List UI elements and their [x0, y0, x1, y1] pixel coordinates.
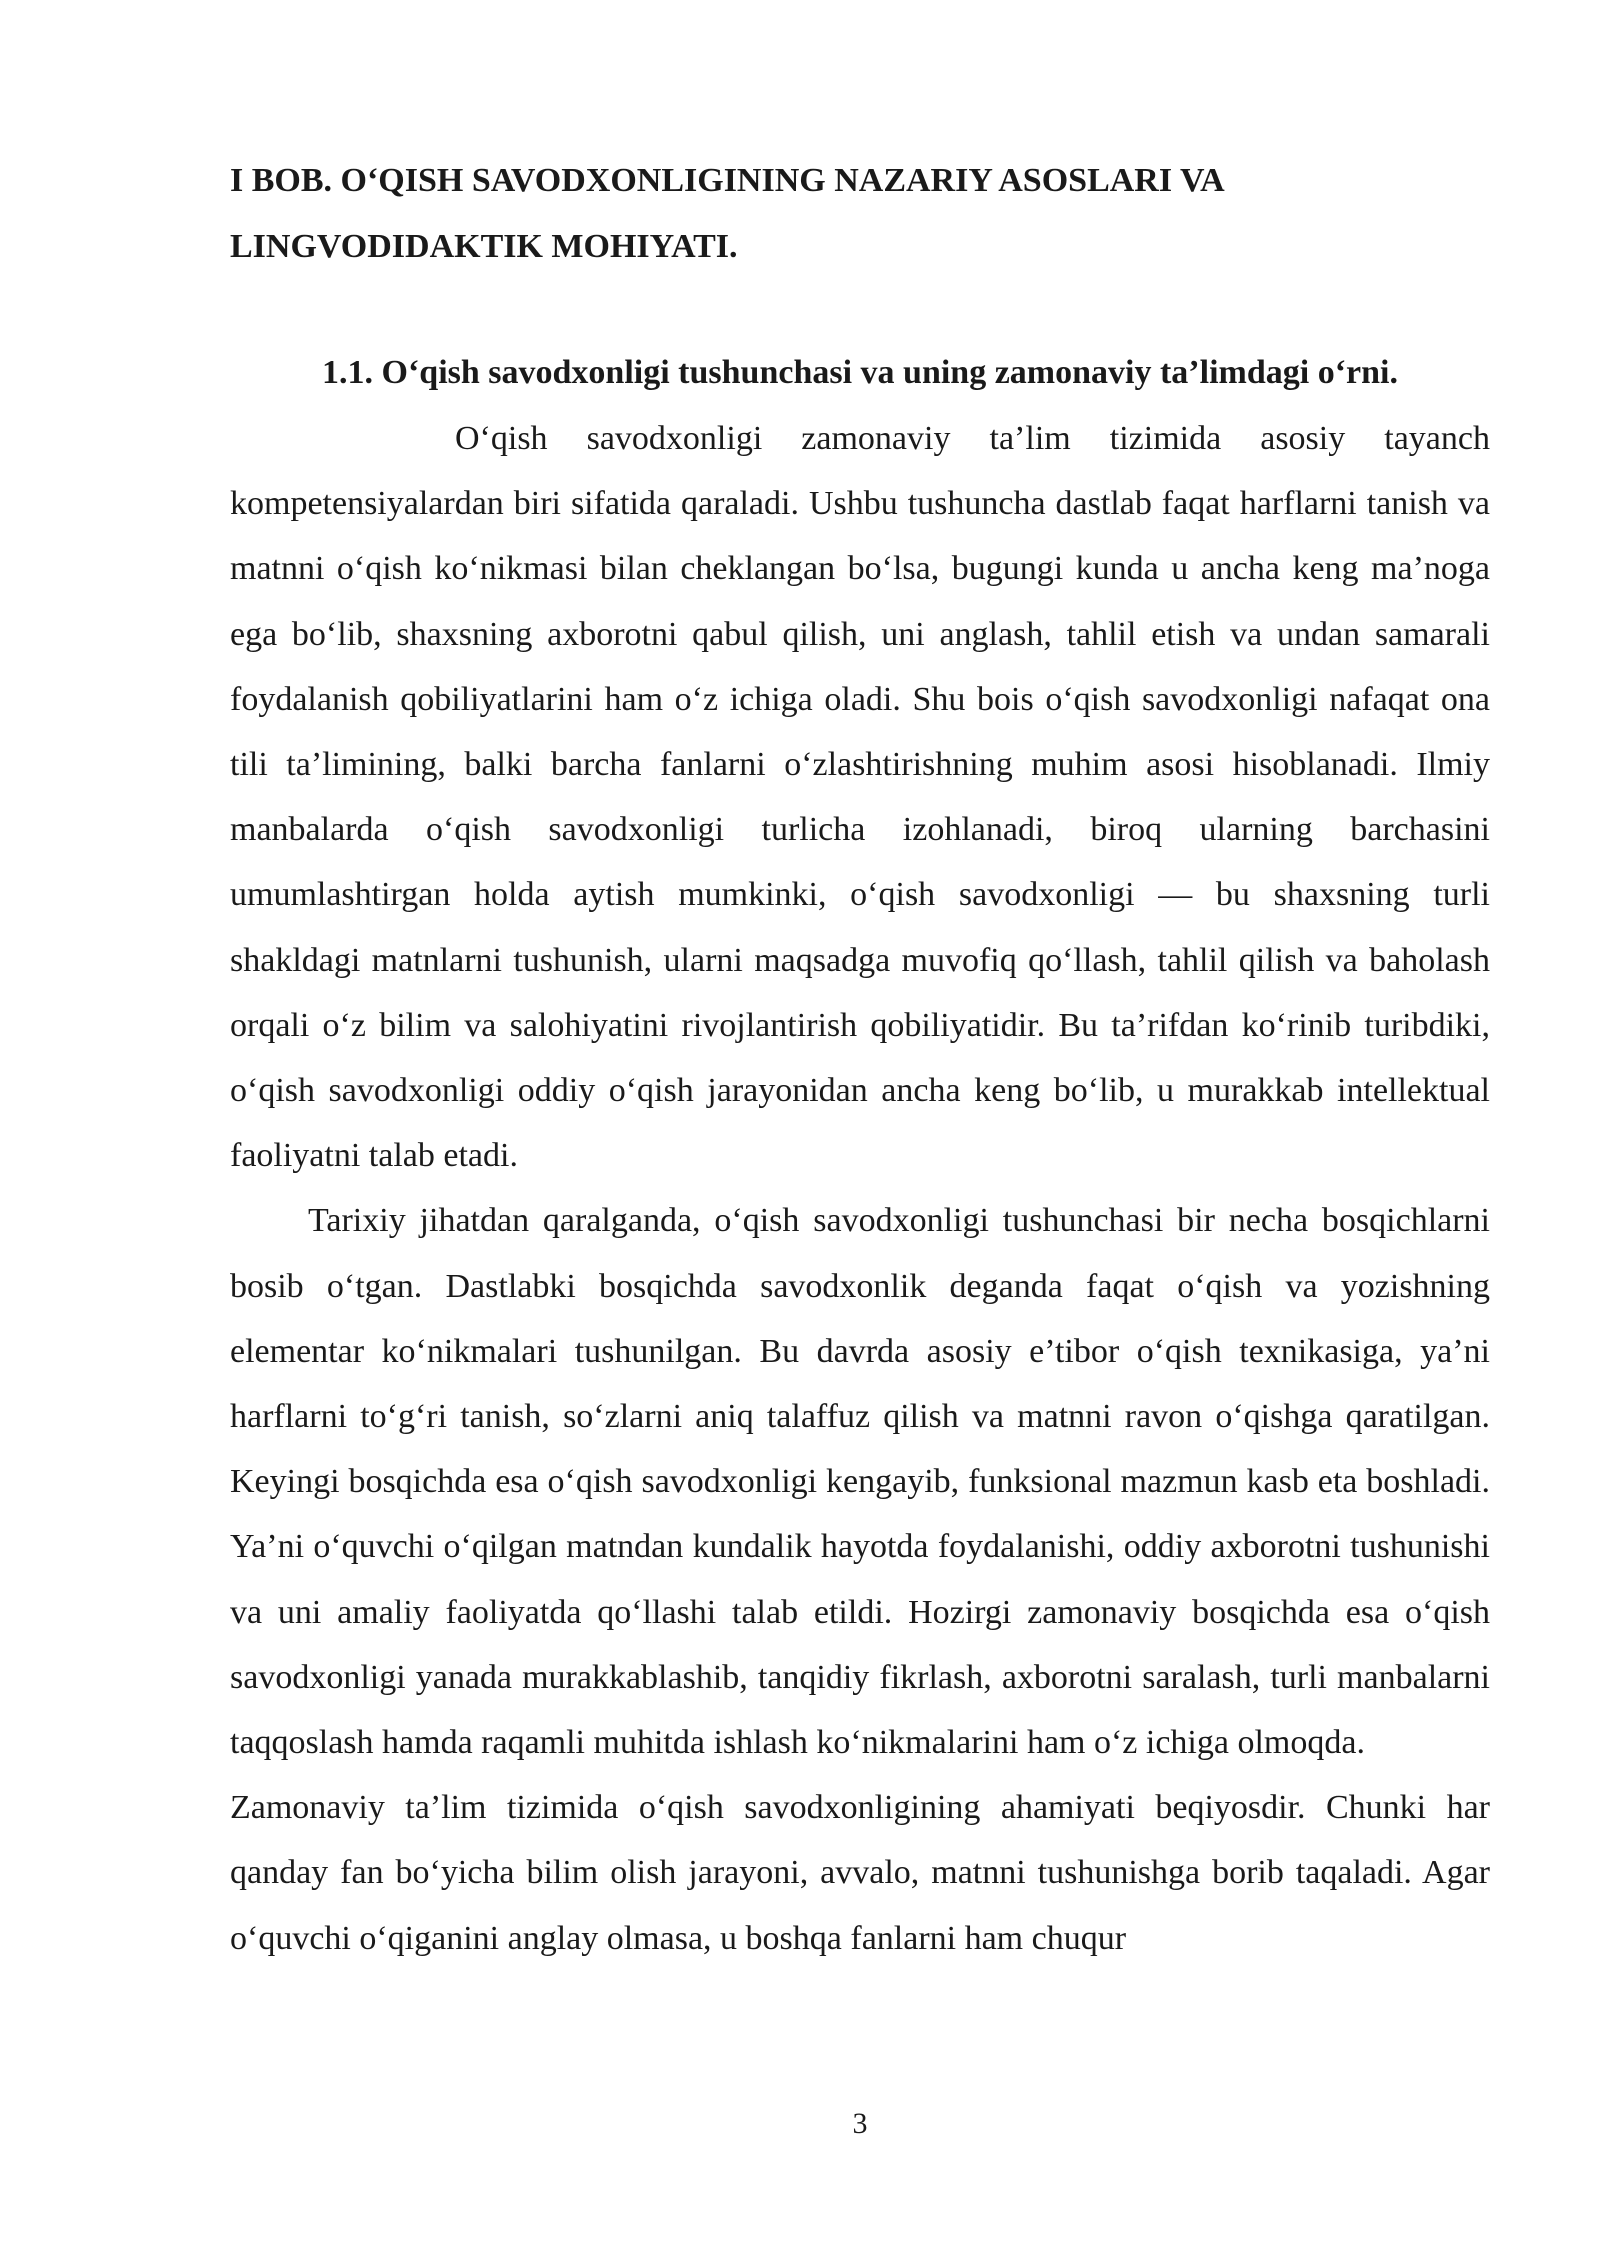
paragraph-1: O‘qish savodxonligi zamonaviy ta’lim tizimida asosiy tayanch kompetensiyalardan biri sifatida qaraladi. Ushbu tushuncha dastlab faqat harflarni tanish va matnni o‘qish ko‘nikmasi bilan cheklangan bo‘lsa, bugungi kunda u ancha keng ma’noga ega bo‘lib, shaxsning axborotni qabul qilish, uni anglash, tahlil etish va undan samarali foydalanish qobiliyatlarini ham o‘z ichiga oladi. Shu bois o‘qish savodxonligi nafaqat ona tili ta’limining, balki barcha fanlarni o‘zlashtirishning muhim asosi hisoblanadi. Ilmiy manbalarda o‘qish savodxonligi turlicha izohlanadi, biroq ularning barchasini umumlashtirgan holda aytish mumkinki, o‘qish savodxonligi — bu shaxsning turli shakldagi matnlarni tushunish, ularni maqsadga muvofiq qo‘llash, tahlil qilish va baholash orqali o‘z bilim va salohiyatini rivojlantirish qobiliyatidir. Bu ta’rifdan ko‘rinib turibdiki, o‘qish savodxonligi oddiy o‘qish jarayonidan ancha keng bo‘lib, u murakkab intellektual faoliyatni talab etadi.	[230, 420, 1490, 1175]
paragraph-3: Zamonaviy ta’lim tizimida o‘qish savodxonligining ahamiyati beqiyosdir. Chunki har qanday fan bo‘yicha bilim olish jarayoni, avvalo, matnni tushunishga borib taqaladi. Agar o‘quvchi o‘qiganini anglay olmasa, u boshqa fanlarni ham chuqur	[230, 1789, 1490, 1957]
body-text	[230, 406, 1490, 1971]
paragraph-2: Tarixiy jihatdan qaralganda, o‘qish savodxonligi tushunchasi bir necha bosqichlarni bosib o‘tgan. Dastlabki bosqichda savodxonlik deganda faqat o‘qish va yozishning elementar ko‘nikmalari tushunilgan. Bu davrda asosiy e’tibor o‘qish texnikasiga, ya’ni harflarni to‘g‘ri tanish, so‘zlarni aniq talaffuz qilish va matnni ravon o‘qishga qaratilgan. Keyingi bosqichda esa o‘qish savodxonligi kengayib, funksional mazmun kasb eta boshladi. Ya’ni o‘quvchi o‘qilgan matndan kundalik hayotda foydalanishi, oddiy axborotni tushunishi va uni amaliy faoliyatda qo‘llashi talab etildi. Hozirgi zamonaviy bosqichda esa o‘qish savodxonligi yanada murakkablashib, tanqidiy fikrlash, axborotni saralash, turli manbalarni taqqoslash hamda raqamli muhitda ishlash ko‘nikmalarini ham o‘z ichiga olmoqda.	[230, 1202, 1490, 1762]
section-title: 1.1. O‘qish savodxonligi tushunchasi va uning zamonaviy ta’limdagi o‘rni.	[322, 354, 1398, 391]
chapter-title: I BOB. O‘QISH SAVODXONLIGINING NAZARIY ASOSLARI VA LINGVODIDAKTIK MOHIYATI.	[230, 162, 1223, 265]
page-number: 3	[852, 2107, 868, 2140]
